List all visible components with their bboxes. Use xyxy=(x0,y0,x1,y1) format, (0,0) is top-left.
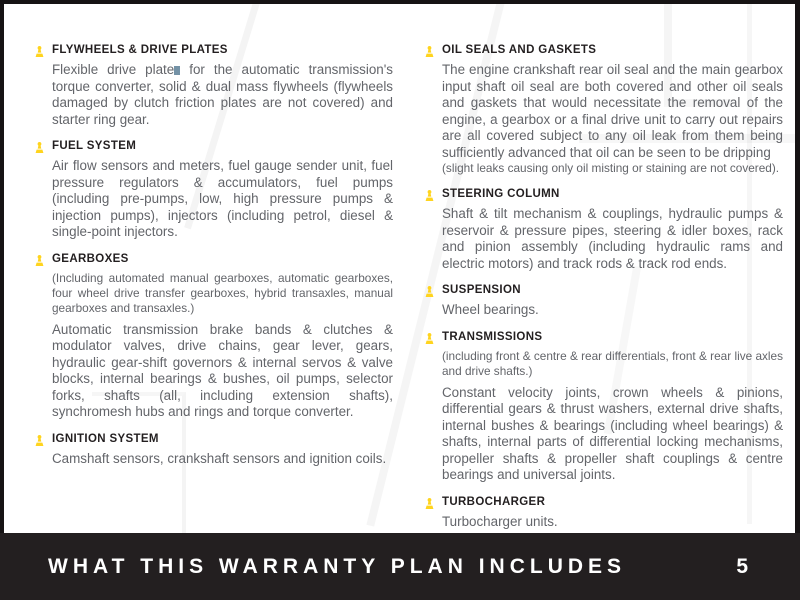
section-body: The engine crankshaft rear oil seal and the main gearbox input shaft oil seal are both covered and other oil seals and gaskets that would necessitate the removal of the engine, a gearbox or a final drive unit to carry out repairs are all covered subject to any oil leak from them being sufficiently advanced that oil can be seen to be dripping xyxy=(442,62,783,160)
section-heading: FLYWHEELS & DRIVE PLATES xyxy=(52,44,228,56)
body-text-part1: Flexible drive plate xyxy=(52,62,175,77)
pawn-bullet-icon xyxy=(35,44,44,128)
document-page xyxy=(4,4,795,600)
section-content xyxy=(52,140,393,241)
section-note: (including front & centre & rear differentials, front & rear live axles and drive shafts.) xyxy=(442,348,783,378)
pawn-bullet-icon xyxy=(35,253,44,421)
section-heading: FUEL SYSTEM xyxy=(52,140,137,152)
section-body: Turbocharger units. xyxy=(442,513,558,529)
pawn-bullet-icon xyxy=(425,496,434,531)
section-body xyxy=(52,62,393,128)
body-text-part2: for the automatic transmission's torque converter, solid & dual mass flywheels (flywheels damaged by clutch friction plates are not covered) and starter ring gear. xyxy=(52,62,393,127)
section-note: (Including automated manual gearboxes, automatic gearboxes, four wheel drive transfer gearboxes, hybrid transaxles, manual gearboxes and transaxles.) xyxy=(52,270,393,315)
section-note: (slight leaks causing only oil misting or staining are not covered). xyxy=(442,161,780,175)
section-heading: STEERING COLUMN xyxy=(442,188,560,200)
section-oil-seals-and-gaskets xyxy=(425,44,783,176)
section-content xyxy=(442,44,783,176)
section-body: Wheel bearings. xyxy=(442,302,539,317)
pawn-bullet-icon xyxy=(425,284,434,319)
section-gearboxes xyxy=(35,253,393,421)
left-column xyxy=(35,44,393,542)
section-heading: IGNITION SYSTEM xyxy=(52,432,159,445)
section-content xyxy=(52,44,393,128)
section-content xyxy=(52,253,393,421)
section-body: Constant velocity joints, crown wheels & pinions, differential gears & thrust washers, external drive shafts, internal bushes & bearings (including wheel bearings) & shafts, internal parts of differential locking mechanisms, propeller shafts & propeller shaft couplings & centre bearings and universal joints. xyxy=(442,384,783,482)
pawn-bullet-icon xyxy=(425,331,434,484)
section-fuel-system xyxy=(35,140,393,241)
pawn-bullet-icon xyxy=(35,433,44,468)
render-artifact-square xyxy=(174,66,180,75)
section-heading: TURBOCHARGER xyxy=(442,495,546,508)
section-suspension xyxy=(425,284,783,319)
section-content xyxy=(442,188,783,272)
section-heading: OIL SEALS AND GASKETS xyxy=(442,44,597,56)
section-heading: TRANSMISSIONS xyxy=(442,330,543,343)
section-content xyxy=(52,433,393,468)
section-ignition-system xyxy=(35,433,393,468)
page-number: 5 xyxy=(736,554,748,578)
footer-title: WHAT THIS WARRANTY PLAN INCLUDES xyxy=(48,554,627,578)
pawn-bullet-icon xyxy=(425,44,434,176)
section-steering-column xyxy=(425,188,783,272)
section-content xyxy=(442,496,783,531)
section-turbocharger xyxy=(425,496,783,531)
section-flywheels-drive-plates xyxy=(35,44,393,128)
pawn-bullet-icon xyxy=(35,140,44,241)
section-body: Camshaft sensors, crankshaft sensors and ignition coils. xyxy=(52,450,387,466)
content-columns xyxy=(4,4,795,542)
section-body: Automatic transmission brake bands & clutches & modulator valves, drive chains, gear lever, gears, hydraulic gear-shift governors & internal servos & valve blocks, internal bearings & bushes, oil pumps, selector forks, shafts (all, including extension shafts), synchromesh hubs and rings and torque converter. xyxy=(52,321,393,419)
pawn-bullet-icon xyxy=(425,188,434,272)
section-body: Shaft & tilt mechanism & couplings, hydraulic pumps & reservoir & pressure pipes, steering & idler boxes, rack and pinion assembly (including hydraulic rams and electric motors) and track rods & track rod ends. xyxy=(442,206,783,271)
section-heading: GEARBOXES xyxy=(52,252,129,265)
section-body: Air flow sensors and meters, fuel gauge sender unit, fuel pressure regulators & accumulators, fuel pumps (including pre-pumps, low, high pressure pumps & injection pumps), injectors (including petrol, diesel & single-point injectors. xyxy=(52,158,393,239)
section-content xyxy=(442,331,783,484)
section-content xyxy=(442,284,783,319)
footer-bar xyxy=(0,533,800,600)
section-transmissions xyxy=(425,331,783,484)
section-heading: SUSPENSION xyxy=(442,284,521,296)
right-column xyxy=(425,44,783,542)
